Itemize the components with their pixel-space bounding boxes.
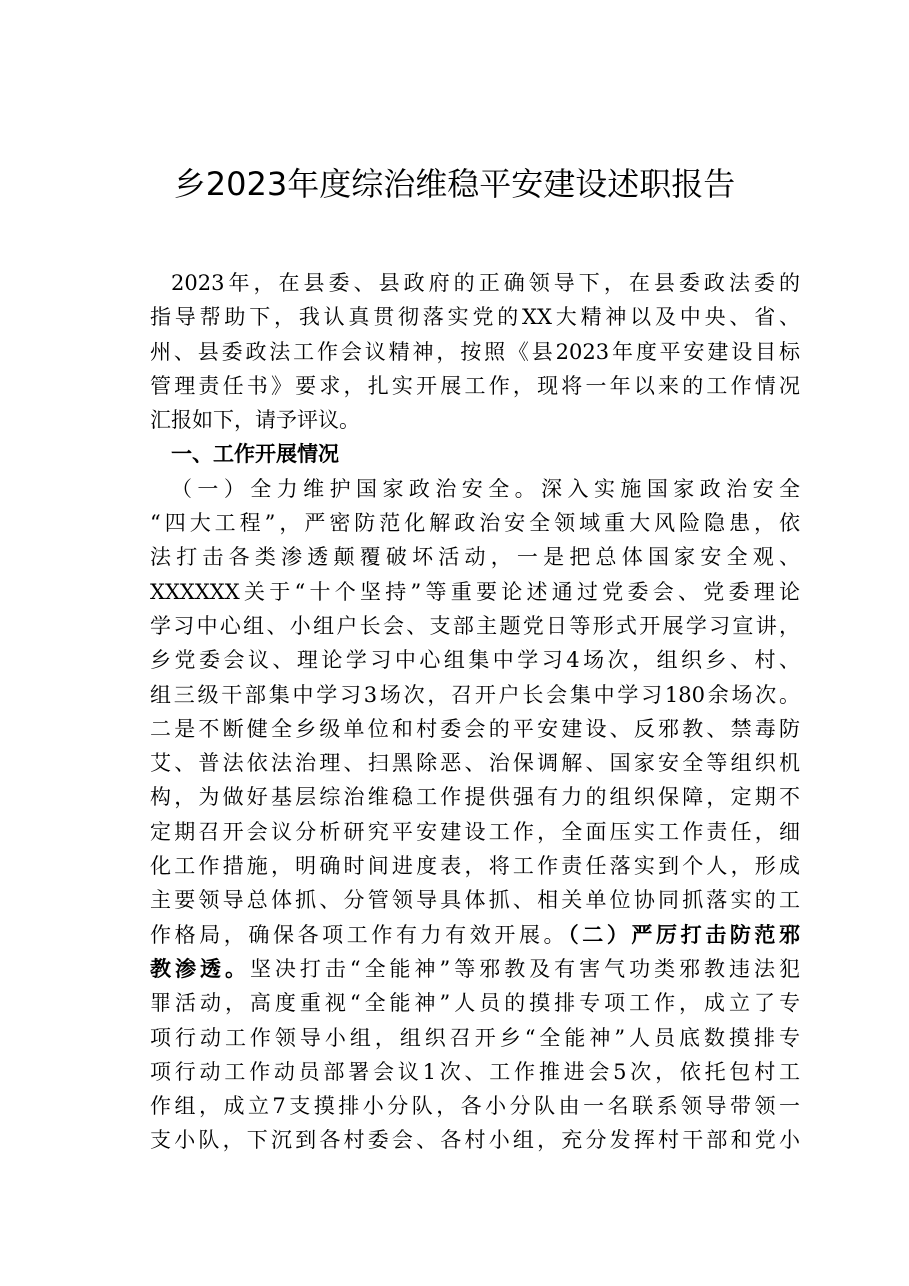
text-line: “四大工程”，严密防范化解政治安全领域重大风险隐患，依 bbox=[150, 511, 800, 536]
text-line: 法打击各类渗透颠覆破坏活动，一是把总体国家安全观、 bbox=[150, 545, 800, 570]
text-line bbox=[150, 918, 800, 952]
text-line: 组三级干部集中学习3场次，召开户长会集中学习180余场次。 bbox=[150, 682, 800, 707]
text-line: XXXXXX关于“十个坚持”等重要论述通过党委会、党委理论 bbox=[150, 579, 800, 604]
text-line: 支小队，下沉到各村委会、各村小组，充分发挥村干部和党小 bbox=[150, 1128, 800, 1153]
document-body bbox=[150, 266, 800, 1158]
text-line bbox=[150, 952, 800, 986]
text-line: 管理责任书》要求，扎实开展工作，现将一年以来的工作情况 bbox=[150, 373, 800, 398]
text-line: 二是不断健全乡级单位和村委会的平安建设、反邪教、禁毒防 bbox=[150, 716, 800, 741]
text-line: 罪活动，高度重视“全能神”人员的摸排专项工作，成立了专 bbox=[150, 991, 800, 1016]
text-line: 汇报如下，请予评议。 bbox=[150, 408, 360, 433]
text-line: 项行动工作动员部署会议1次、工作推进会5次，依托包村工 bbox=[150, 1059, 800, 1084]
text-line: 州、县委政法工作会议精神，按照《县2023年度平安建设目标 bbox=[150, 339, 800, 364]
text-segment: 作格局，确保各项工作有力有效开展。 bbox=[150, 922, 569, 947]
document-title: 乡2023年度综治维稳平安建设述职报告 bbox=[173, 165, 736, 203]
text-line: 作组，成立7支摸排小分队，各小分队由一名联系领导带领一 bbox=[150, 1094, 800, 1119]
subheading-segment: 教渗透。 bbox=[150, 955, 250, 981]
text-line: 定期召开会议分析研究平安建设工作，全面压实工作责任，细 bbox=[150, 819, 800, 844]
text-line: 学习中心组、小组户长会、支部主题党日等形式开展学习宣讲， bbox=[150, 613, 800, 638]
text-line: 指导帮助下，我认真贯彻落实党的XX大精神以及中央、省、 bbox=[150, 305, 800, 330]
text-line: 主要领导总体抓、分管领导具体抓、相关单位协同抓落实的工 bbox=[150, 888, 800, 913]
section-heading: 一、工作开展情况 bbox=[171, 442, 339, 467]
text-line: 化工作措施，明确时间进度表，将工作责任落实到个人，形成 bbox=[150, 854, 800, 879]
text-line: 2023年，在县委、县政府的正确领导下，在县委政法委的 bbox=[171, 271, 800, 295]
text-line: 构，为做好基层综治维稳工作提供强有力的组织保障，定期不 bbox=[150, 785, 800, 810]
subheading-segment: （二）严厉打击防范邪 bbox=[568, 921, 800, 947]
text-line: 乡党委会议、理论学习中心组集中学习4场次，组织乡、村、 bbox=[150, 648, 800, 673]
text-line: 艾、普法依法治理、扫黑除恶、治保调解、国家安全等组织机 bbox=[150, 751, 800, 776]
text-segment: 坚决打击“全能神”等邪教及有害气功类邪教违法犯 bbox=[249, 956, 800, 981]
text-line: 项行动工作领导小组，组织召开乡“全能神”人员底数摸排专 bbox=[150, 1025, 800, 1050]
text-line: （一）全力维护国家政治安全。深入实施国家政治安全 bbox=[171, 476, 800, 501]
